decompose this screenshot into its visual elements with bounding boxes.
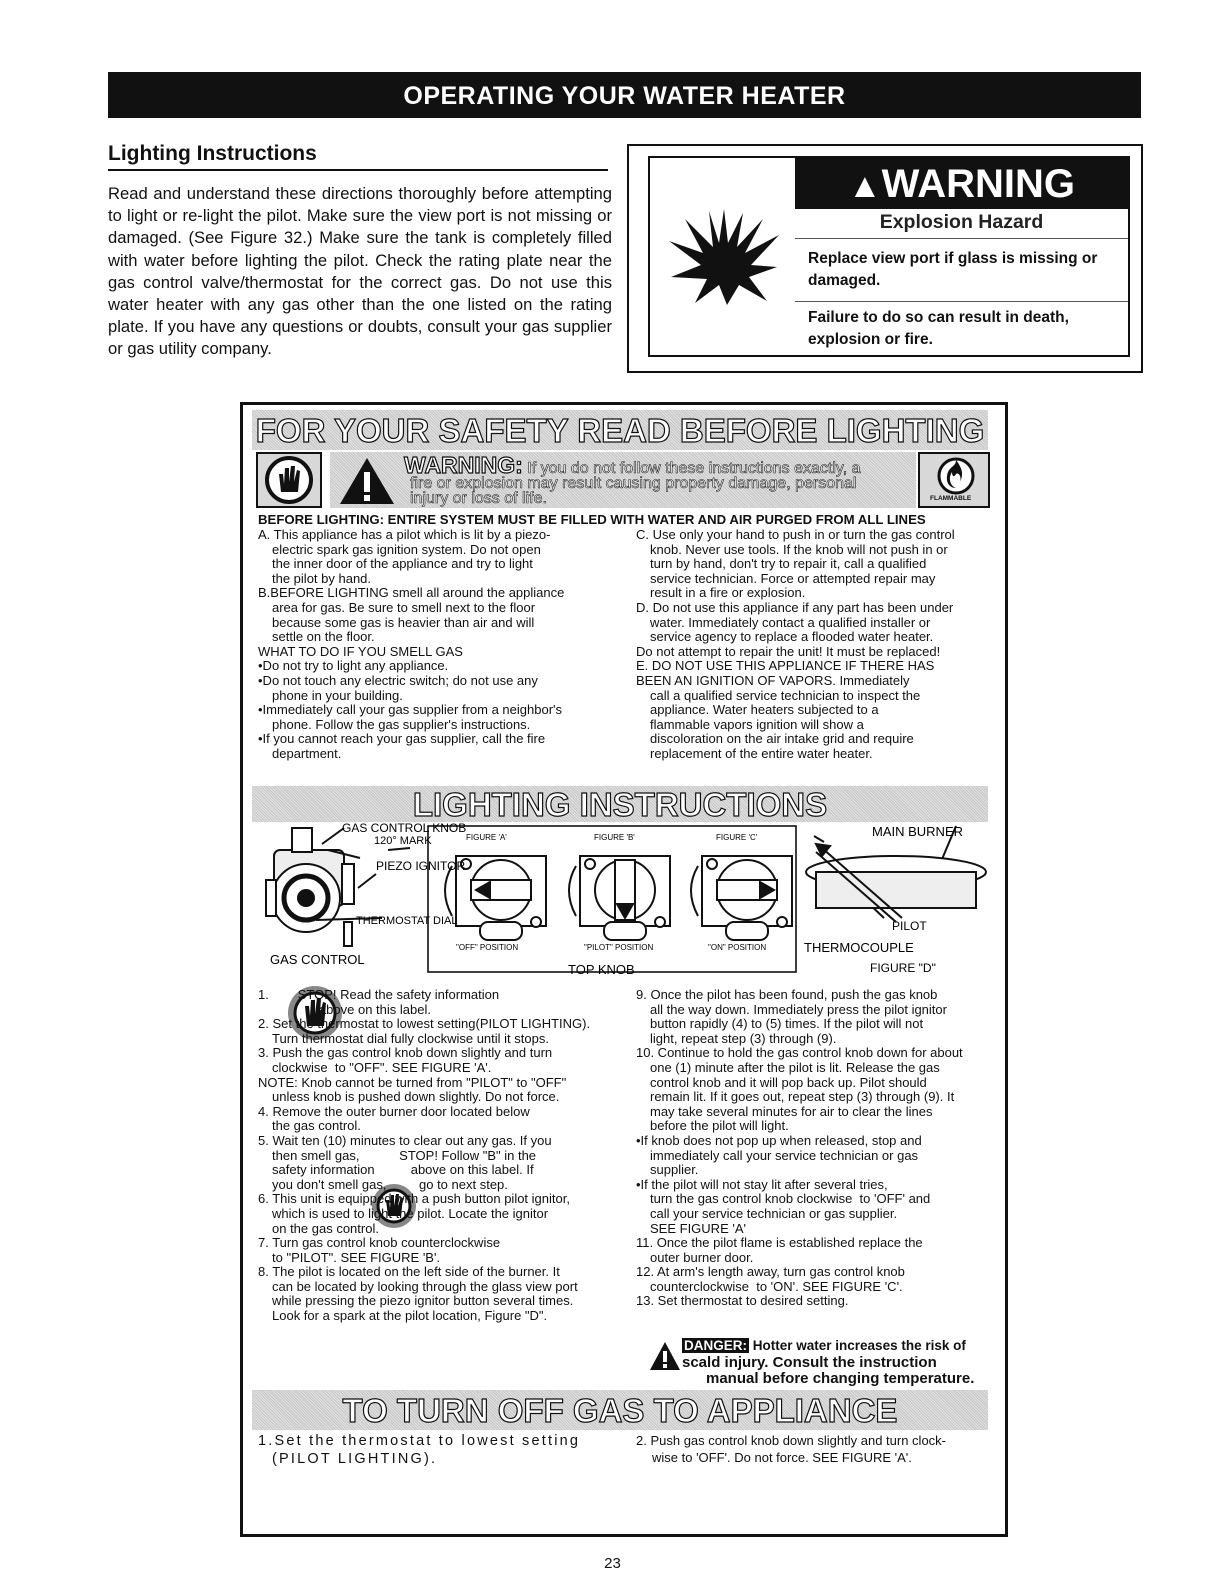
safety-band: FOR YOUR SAFETY READ BEFORE LIGHTING: [252, 410, 988, 450]
warning-word: WARNING:: [404, 452, 523, 478]
safety-right-line: result in a fire or explosion.: [650, 585, 806, 601]
turn-off-step-1-line-1: 1.Set the thermostat to lowest setting: [258, 1433, 581, 1449]
warning-divider: [795, 238, 1128, 239]
step-left-line: 5. Wait ten (10) minutes to clear out any gas. If you: [258, 1132, 552, 1148]
turn-off-step-1-line-2: (PILOT LIGHTING).: [272, 1451, 438, 1467]
safety-left-line: the inner door of the appliance and try to light: [272, 556, 533, 572]
safety-right-line: BEEN AN IGNITION OF VAPORS. Immediately: [636, 672, 910, 688]
danger-text-1: Hotter water increases the risk of: [752, 1338, 966, 1353]
warning-subheading: Explosion Hazard: [879, 211, 1044, 233]
section-title-underline: [108, 169, 608, 171]
step-left-line: then smell gas, STOP! Follow "B" in the: [272, 1147, 537, 1163]
explosion-icon: [665, 205, 783, 307]
figure-b-knob: [580, 856, 670, 940]
safety-left-line: settle on the floor.: [272, 629, 375, 645]
safety-right-line: replacement of the entire water heater.: [650, 745, 873, 761]
page-number: 23: [604, 1555, 621, 1572]
intro-paragraph: Read and understand these directions thoroughly before attempting to light or re-light the pilot. Make sure the view port is not missing or damaged. (See Figure 32.) Make sure the tank is completely filled with water before lighting the pilot. Check the rating plate near the gas control valve/thermostat for the correct gas. Do not use this water heater with any gas other than the one listed on the rating plate. If you have any questions or doubts, consult your gas supplier or gas utility company.: [108, 184, 612, 359]
step-left-line: 2. Set the thermostat to lowest setting(PILOT LIGHTING).: [258, 1016, 591, 1032]
step-left-line: on the gas control.: [272, 1220, 379, 1236]
gas-control-illustration: [266, 828, 382, 946]
safety-right-line: service agency to replace a flooded water heater.: [650, 629, 934, 645]
step-left-line: 4. Remove the outer burner door located below: [258, 1103, 530, 1119]
figure-c-knob: [702, 856, 792, 940]
pilot-position-label: "PILOT" POSITION: [584, 943, 654, 952]
warning-line-1: Replace view port if glass is missing or damaged.: [808, 250, 1098, 289]
safety-left-line: WHAT TO DO IF YOU SMELL GAS: [258, 643, 463, 659]
step-right-line: one (1) minute after the pilot is lit. Release the gas: [650, 1059, 940, 1075]
piezo-ignitor-label: PIEZO IGNITOR: [376, 859, 466, 873]
steps-left-column: [258, 988, 630, 1324]
figure-c-label: FIGURE 'C': [716, 833, 758, 842]
danger-triangle-icon: [648, 1340, 682, 1372]
safety-left-line: •Immediately call your gas supplier from a neighbor's: [258, 702, 563, 718]
step-right-line: remain lit. If it goes out, repeat step (3) through (9). It: [650, 1089, 955, 1105]
step-left-line: 6. This unit is equipped with a push button pilot ignitor,: [258, 1191, 570, 1207]
figure-b-label: FIGURE 'B': [594, 833, 635, 842]
step-left-line: 7. Turn gas control knob counterclockwise: [258, 1235, 501, 1251]
step-left-line: you don't smell gas, go to next step.: [272, 1176, 508, 1192]
main-burner-label: MAIN BURNER: [872, 824, 964, 839]
safety-left-line: B.BEFORE LIGHTING smell all around the appliance: [258, 585, 565, 601]
step-right-line: call your service technician or gas supplier.: [650, 1205, 898, 1221]
safety-left-line: area for gas. Be sure to smell next to the floor: [272, 599, 536, 615]
before-lighting-heading: BEFORE LIGHTING: ENTIRE SYSTEM MUST BE FILLED WITH WATER AND AIR PURGED FROM ALL LINES: [258, 512, 926, 527]
warning-divider: [795, 301, 1128, 302]
step-right-line: 13. Set thermostat to desired setting.: [636, 1293, 849, 1309]
step-left-line: unless knob is pushed down slightly. Do not force.: [272, 1089, 560, 1105]
step-left-line: to "PILOT". SEE FIGURE 'B'.: [272, 1249, 441, 1265]
warning-heading: [795, 157, 1128, 209]
stop-hand-icon: [256, 452, 322, 508]
turn-off-step-1: [258, 1432, 628, 1468]
safety-left-line: electric spark gas ignition system. Do not open: [272, 541, 541, 557]
step-right-line: before the pilot will light.: [650, 1118, 789, 1134]
safety-left-line: •Do not touch any electric switch; do not use any: [258, 672, 538, 688]
step-right-line: may take several minutes for air to clear the lines: [650, 1103, 933, 1119]
step-left-line: clockwise to "OFF". SEE FIGURE 'A'.: [272, 1059, 492, 1075]
turn-off-band: TO TURN OFF GAS TO APPLIANCE: [252, 1390, 988, 1430]
off-position-label: "OFF" POSITION: [456, 943, 519, 952]
safety-left-column: [258, 528, 628, 762]
safety-left-line: because some gas is heavier than air and will: [272, 614, 535, 630]
pilot-label: PILOT: [892, 919, 927, 933]
danger-notice: [682, 1338, 992, 1388]
step-left-line: 8. The pilot is located on the left side of the burner. It: [258, 1264, 560, 1280]
step-left-line: the gas control.: [272, 1118, 361, 1134]
safety-right-column: [636, 528, 992, 762]
safety-left-line: department.: [272, 745, 342, 761]
step-left-line: Turn thermostat dial fully clockwise until it stops.: [272, 1030, 549, 1046]
turn-off-step-2-line-2: wise to 'OFF'. Do not force. SEE FIGURE 'A'.: [652, 1450, 912, 1465]
flammable-label: FLAMMABLE: [930, 495, 972, 502]
step-left-line: which is used to light the pilot. Locate the ignitor: [272, 1205, 549, 1221]
step-right-line: light, repeat step (3) through (9).: [650, 1030, 837, 1046]
step-right-line: counterclockwise to 'ON'. SEE FIGURE 'C'.: [650, 1278, 903, 1294]
step-left-line: safety information above on this label. If: [272, 1162, 534, 1178]
step-right-line: 9. Once the pilot has been found, push the gas knob: [636, 987, 938, 1002]
danger-text-2: scald injury. Consult the instruction: [682, 1353, 937, 1371]
warning-text-2: fire or explosion may result causing property damage, personal: [410, 475, 857, 492]
lighting-diagram: [256, 822, 996, 986]
turn-off-step-2: [636, 1432, 992, 1466]
step-right-line: supplier.: [650, 1162, 699, 1178]
step-right-line: immediately call your service technician or gas: [650, 1147, 919, 1163]
figure-d-label: FIGURE "D": [870, 961, 936, 975]
step-right-line: 12. At arm's length away, turn gas control knob: [636, 1264, 905, 1280]
mark-120-label: 120° MARK: [374, 835, 432, 847]
lighting-band: LIGHTING INSTRUCTIONS: [252, 786, 988, 822]
warning-triangle-icon: ▲: [848, 167, 882, 205]
step-right-line: •If knob does not pop up when released, stop and: [636, 1132, 922, 1148]
danger-word: DANGER:: [684, 1338, 747, 1353]
figure-a-knob: [456, 856, 546, 940]
safety-right-line: flammable vapors ignition will show a: [650, 716, 864, 732]
safety-left-line: the pilot by hand.: [272, 570, 372, 586]
safety-right-line: Do not attempt to repair the unit! It must be replaced!: [636, 643, 941, 659]
step-right-line: •If the pilot will not stay lit after several tries,: [636, 1176, 888, 1192]
page-header-bar: OPERATING YOUR WATER HEATER: [108, 72, 1141, 118]
section-title: Lighting Instructions: [108, 142, 317, 165]
warning-triangle-icon: [338, 456, 396, 506]
turn-off-step-2-line-1: 2. Push gas control knob down slightly and turn clock-: [636, 1433, 947, 1448]
safety-right-line: D. Do not use this appliance if any part has been under: [636, 599, 954, 615]
warning-text-3: injury or loss of life.: [410, 490, 547, 507]
safety-right-line: appliance. Water heaters subjected to a: [650, 702, 879, 718]
step-left-line: Look for a spark at the pilot location, Figure "D".: [272, 1308, 548, 1324]
step-right-line: outer burner door.: [650, 1249, 754, 1265]
safety-right-line: E. DO NOT USE THIS APPLIANCE IF THERE HAS: [636, 658, 935, 674]
warning-text-1: If you do not follow these instructions exactly, a: [527, 460, 861, 477]
figure-a-label: FIGURE 'A': [466, 833, 507, 842]
step-right-line: SEE FIGURE 'A': [650, 1220, 746, 1236]
warning-line-2: Failure to do so can result in death, explosion or fire.: [808, 309, 1069, 348]
step-left-line: while pressing the piezo ignitor button several times.: [272, 1293, 574, 1309]
thermocouple-label: THERMOCOUPLE: [804, 940, 914, 955]
safety-left-line: phone in your building.: [272, 687, 403, 703]
safety-left-line: •Do not try to light any appliance.: [258, 658, 449, 674]
step-left-line: NOTE: Knob cannot be turned from "PILOT" to "OFF": [258, 1074, 567, 1090]
safety-right-line: turn by hand, don't try to repair it, call a qualified: [650, 556, 927, 572]
safety-right-line: call a qualified service technician to inspect the: [650, 687, 921, 703]
safety-right-line: C. Use only your hand to push in or turn the gas control: [636, 527, 955, 542]
safety-right-line: service technician. Force or attempted repair may: [650, 570, 936, 586]
gas-control-label: GAS CONTROL: [270, 952, 365, 967]
warning-band-text: [404, 452, 914, 507]
steps-right-column: [636, 988, 992, 1309]
danger-text-3: manual before changing temperature.: [706, 1370, 975, 1387]
step-left-line: above on this label.: [272, 1001, 431, 1017]
warning-heading-text: WARNING: [881, 162, 1075, 206]
safety-left-line: A. This appliance has a pilot which is lit by a piezo-: [258, 527, 551, 542]
step-left-line: 1. STOP! Read the safety information: [258, 987, 500, 1002]
on-position-label: "ON" POSITION: [708, 943, 767, 952]
step-right-line: button rapidly (4) to (5) times. If the pilot will not: [650, 1016, 924, 1032]
step-right-line: all the way down. Immediately press the pilot ignitor: [650, 1001, 947, 1017]
main-burner-illustration: [806, 844, 986, 922]
top-knob-label: TOP KNOB: [568, 962, 635, 977]
step-right-line: control knob and it will pop back up. Pilot should: [650, 1074, 927, 1090]
thermostat-dial-label: THERMOSTAT DIAL: [356, 915, 458, 927]
safety-left-line: •If you cannot reach your gas supplier, call the fire: [258, 731, 546, 747]
safety-right-line: discoloration on the air intake grid and require: [650, 731, 914, 747]
step-left-line: 3. Push the gas control knob down slightly and turn: [258, 1045, 553, 1061]
step-right-line: turn the gas control knob clockwise to 'OFF' and: [650, 1191, 931, 1207]
step-left-line: can be located by looking through the glass view port: [272, 1278, 578, 1294]
gas-control-knob-label: GAS CONTROL KNOB: [342, 822, 467, 835]
safety-left-line: phone. Follow the gas supplier's instructions.: [272, 716, 531, 732]
safety-right-line: knob. Never use tools. If the knob will not push in or: [650, 541, 948, 557]
step-right-line: 10. Continue to hold the gas control knob down for about: [636, 1045, 963, 1061]
safety-right-line: water. Immediately contact a qualified installer or: [650, 614, 931, 630]
step-right-line: 11. Once the pilot flame is established replace the: [636, 1235, 923, 1251]
